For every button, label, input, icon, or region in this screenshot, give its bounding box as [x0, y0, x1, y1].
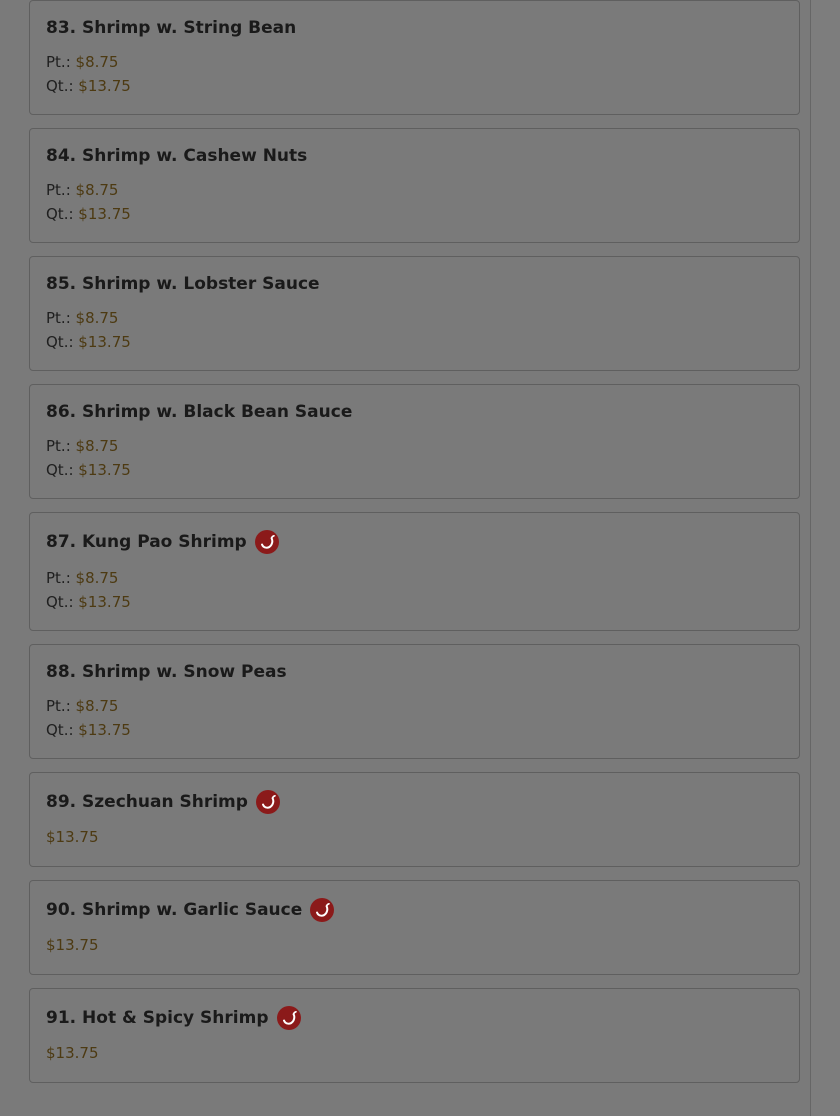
- quart-price-line: [46, 74, 783, 98]
- pint-price-line: [46, 694, 783, 718]
- pint-price-line: [46, 178, 783, 202]
- item-title: [46, 273, 783, 295]
- chili-pepper-icon: [310, 898, 334, 922]
- pint-price: $8.75: [75, 181, 119, 199]
- item-title: [46, 897, 783, 923]
- quart-price-line: [46, 590, 783, 614]
- quart-label: Qt.:: [46, 593, 74, 611]
- item-title-text: 90. Shrimp w. Garlic Sauce: [46, 900, 303, 920]
- chili-pepper-icon: [255, 530, 279, 554]
- quart-price: $13.75: [78, 593, 131, 611]
- item-price: $13.75: [46, 936, 99, 954]
- item-price: $13.75: [46, 828, 99, 846]
- menu-item[interactable]: [29, 256, 800, 371]
- quart-price: $13.75: [78, 77, 131, 95]
- price-line: [46, 1041, 783, 1065]
- item-title: [46, 789, 783, 815]
- item-title-text: 87. Kung Pao Shrimp: [46, 532, 247, 552]
- item-title-text: 88. Shrimp w. Snow Peas: [46, 662, 287, 682]
- item-prices: [46, 933, 783, 957]
- pint-price: $8.75: [75, 437, 119, 455]
- price-line: [46, 825, 783, 849]
- quart-label: Qt.:: [46, 205, 74, 223]
- menu-item[interactable]: [29, 644, 800, 759]
- item-title-text: 91. Hot & Spicy Shrimp: [46, 1008, 269, 1028]
- pint-label: Pt.:: [46, 569, 71, 587]
- menu-item[interactable]: [29, 512, 800, 631]
- item-title-text: 83. Shrimp w. String Bean: [46, 18, 297, 38]
- menu-item-list: [29, 0, 800, 1096]
- item-prices: [46, 694, 783, 742]
- pint-price-line: [46, 306, 783, 330]
- menu-item[interactable]: [29, 384, 800, 499]
- item-prices: [46, 566, 783, 614]
- item-title: [46, 529, 783, 555]
- item-prices: [46, 178, 783, 226]
- item-prices: [46, 825, 783, 849]
- pint-price-line: [46, 434, 783, 458]
- quart-price-line: [46, 718, 783, 742]
- quart-price: $13.75: [78, 721, 131, 739]
- menu-item[interactable]: [29, 128, 800, 243]
- pint-price-line: [46, 566, 783, 590]
- pint-price: $8.75: [75, 53, 119, 71]
- item-title: [46, 401, 783, 423]
- pint-price: $8.75: [75, 309, 119, 327]
- item-price: $13.75: [46, 1044, 99, 1062]
- menu-item[interactable]: [29, 988, 800, 1083]
- menu-item[interactable]: [29, 0, 800, 115]
- item-prices: [46, 1041, 783, 1065]
- item-prices: [46, 50, 783, 98]
- pint-label: Pt.:: [46, 309, 71, 327]
- pint-label: Pt.:: [46, 53, 71, 71]
- quart-price: $13.75: [78, 205, 131, 223]
- quart-label: Qt.:: [46, 333, 74, 351]
- quart-price: $13.75: [78, 333, 131, 351]
- quart-label: Qt.:: [46, 77, 74, 95]
- item-title-text: 84. Shrimp w. Cashew Nuts: [46, 146, 308, 166]
- pint-price-line: [46, 50, 783, 74]
- item-title: [46, 661, 783, 683]
- item-title-text: 85. Shrimp w. Lobster Sauce: [46, 274, 320, 294]
- menu-item[interactable]: [29, 880, 800, 975]
- item-title-text: 89. Szechuan Shrimp: [46, 792, 248, 812]
- chili-pepper-icon: [256, 790, 280, 814]
- item-title: [46, 1005, 783, 1031]
- pint-label: Pt.:: [46, 437, 71, 455]
- quart-label: Qt.:: [46, 721, 74, 739]
- quart-label: Qt.:: [46, 461, 74, 479]
- quart-price-line: [46, 458, 783, 482]
- quart-price-line: [46, 202, 783, 226]
- item-prices: [46, 434, 783, 482]
- pint-label: Pt.:: [46, 181, 71, 199]
- item-title: [46, 17, 783, 39]
- scrollbar[interactable]: [810, 0, 840, 1116]
- item-prices: [46, 306, 783, 354]
- chili-pepper-icon: [277, 1006, 301, 1030]
- price-line: [46, 933, 783, 957]
- item-title: [46, 145, 783, 167]
- item-title-text: 86. Shrimp w. Black Bean Sauce: [46, 402, 353, 422]
- quart-price-line: [46, 330, 783, 354]
- quart-price: $13.75: [78, 461, 131, 479]
- menu-item[interactable]: [29, 772, 800, 867]
- pint-price: $8.75: [75, 569, 119, 587]
- pint-label: Pt.:: [46, 697, 71, 715]
- pint-price: $8.75: [75, 697, 119, 715]
